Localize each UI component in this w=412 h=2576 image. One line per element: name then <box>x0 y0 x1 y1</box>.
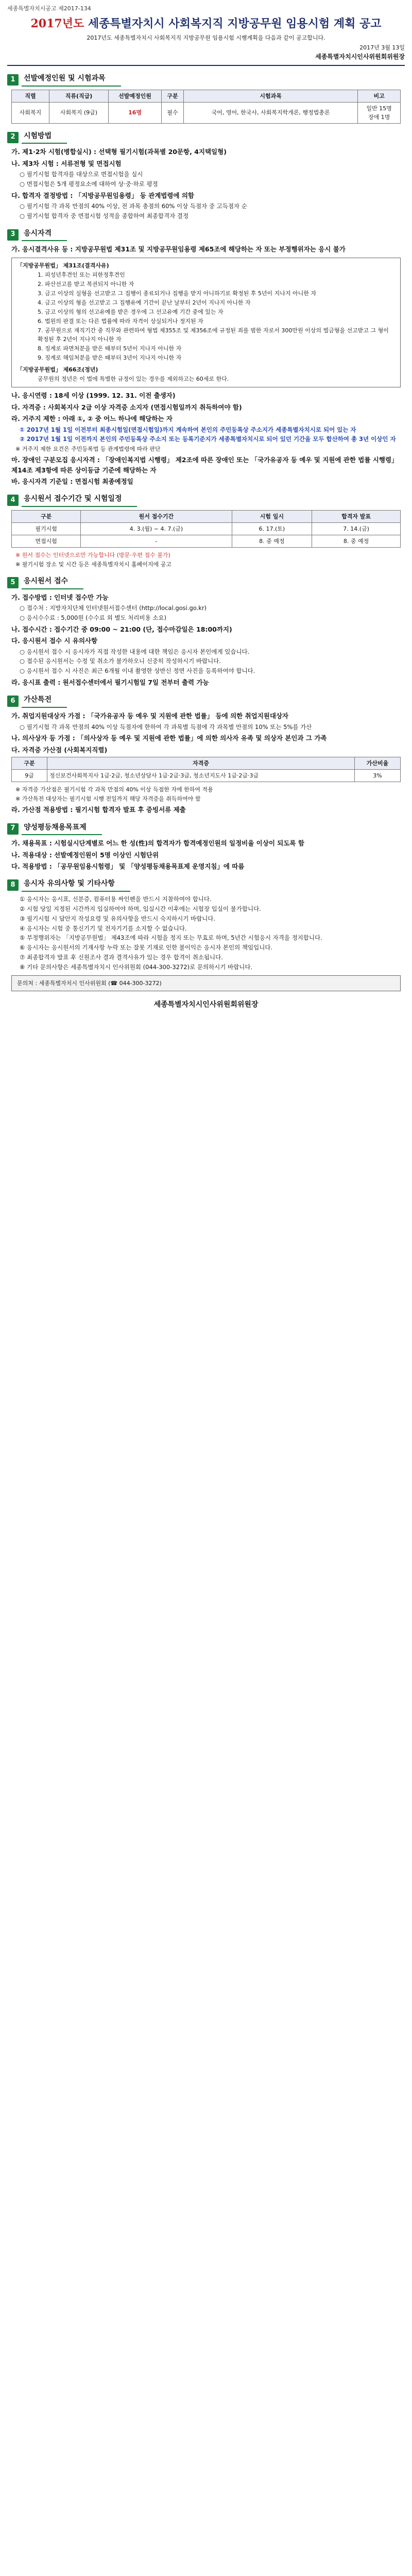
cell: 필기시험 <box>12 523 81 535</box>
th-count: 선발예정인원 <box>109 90 162 102</box>
schedule-note-2: ※ 필기시험 장소 및 시간 등은 세종특별자치시 홈페이지에 공고 <box>15 561 171 568</box>
th-jikryu: 직류(직급) <box>49 90 108 102</box>
section-4-header <box>7 494 405 507</box>
list-item: 5. 금고 이상의 형의 선고유예를 받은 경우에 그 선고유예 기간 중에 있는 자 <box>38 309 224 316</box>
exam-method-1: 가. 제1·2차 시험(병합실시) : 선택형 필기시험(과목별 20문항, 4지택일형) <box>11 148 227 156</box>
cell-gubun: 필수 <box>162 102 184 123</box>
residency-option-1: ① 2017년 1월 1일 이전부터 최종시험일(면접시험일)까지 계속하여 본인의 주민등록상 주소지가 세종특별자치시로 되어 있는 자 <box>20 426 356 433</box>
bonus-1: 가. 취업지원대상자 가점 : 「국가유공자 등 예우 및 지원에 관한 법률」 등에 의한 취업지원대상자 <box>11 712 289 720</box>
section-title: 응시원서 접수 <box>22 576 83 589</box>
exam-method-2b: ○ 면접시험은 5개 평정요소에 대하여 상·중·하로 평정 <box>20 180 158 188</box>
qualification-2: 나. 응시연령 : 18세 이상 (1999. 12. 31. 이전 출생자) <box>11 392 176 400</box>
section-number: 6 <box>7 696 19 707</box>
disqualification-box <box>11 258 401 388</box>
schedule-note-1: ※ 원서 접수는 인터넷으로만 가능합니다 (방문·우편 접수 불가) <box>15 552 170 559</box>
announcement-reference: 세종특별자치시공고 제2017-134 <box>7 5 91 12</box>
cell: 8. 중 예정 <box>312 535 401 548</box>
list-item: 7. 공무원으로 재직기간 중 직무와 관련하여 형법 제355조 및 제356조에 규정된 죄를 범한 자로서 300만원 이상의 벌금형을 선고받고 그 형이 확정된 후 2년이 지나지 아니한 자 <box>38 327 389 343</box>
th-bonus-rate: 가산비율 <box>355 757 401 770</box>
list-item: ① 응시자는 응시표, 신분증, 컴퓨터용 싸인펜을 반드시 지참하여야 합니다. <box>20 895 212 903</box>
page-title <box>7 15 405 32</box>
cell: 8. 중 예정 <box>232 535 312 548</box>
list-item: 3. 금고 이상의 실형을 선고받고 그 집행이 종료되거나 집행을 받지 아니하기로 확정된 후 5년이 지나지 아니한 자 <box>38 290 316 297</box>
box-title: 「지방공무원법」 제31조(결격사유) <box>17 262 109 269</box>
section-title: 양성평등채용목표제 <box>22 822 102 836</box>
certificate-bonus-table <box>11 757 401 782</box>
section-number: 8 <box>7 879 19 891</box>
section-7-header <box>7 822 405 836</box>
application-3c: ○ 응시원서 접수 시 사진은 최근 6개월 이내 촬영한 상반신 정면 사진을 등록하여야 합니다. <box>20 667 255 675</box>
section-title: 선발예정인원 및 시험과목 <box>22 73 121 87</box>
contact-info: 문의처 : 세종특별자치시 인사위원회 (☎ 044-300-3272) <box>17 979 162 987</box>
list-item: 2. 파산선고를 받고 복권되지 아니한 자 <box>38 280 134 287</box>
list-item: ② 시험 당일 지정된 시간까지 입실하여야 하며, 입실시간 이후에는 시험장 입실이 불가합니다. <box>20 905 261 912</box>
announcement-page <box>0 0 412 1019</box>
exam-method-2: 나. 제3차 시험 : 서류전형 및 면접시험 <box>11 159 122 167</box>
cell-jikryu: 사회복지 (9급) <box>49 102 108 123</box>
th-jikryeol: 직렬 <box>12 90 49 102</box>
section-2-header <box>7 131 405 144</box>
section-number: 4 <box>7 495 19 506</box>
section-title: 시험방법 <box>22 131 67 144</box>
list-item: ⑧ 기타 문의사항은 세종특별자치시 인사위원회 (044-300-3272)로 문의하시기 바랍니다. <box>20 963 253 971</box>
section-3-header <box>7 228 405 242</box>
section-number: 3 <box>7 229 19 241</box>
cell: 면접시험 <box>12 535 81 548</box>
application-1: 가. 접수방법 : 인터넷 접수만 가능 <box>11 593 109 601</box>
list-item: ⑥ 응시자는 응시원서의 기재사항 누락 또는 잘못 기재로 인한 불이익은 응시자 본인의 책임입니다. <box>20 944 273 952</box>
application-fee: ○ 응시수수료 : 5,000원 (수수료 외 별도 처리비용 소요) <box>20 614 167 622</box>
bonus-2: 나. 의사상자 등 가점 : 「의사상자 등 예우 및 지원에 관한 법률」에 의한 의사자 유족 및 의상자 본인과 그 가족 <box>11 734 327 742</box>
section-title: 응시원서 접수기간 및 시험일정 <box>22 494 137 507</box>
application-4: 라. 응시표 출력 : 원서접수센터에서 필기시험일 7일 전부터 출력 가능 <box>11 679 209 687</box>
application-link[interactable]: ○ 접수처 : 지방자치단체 인터넷원서접수센터 (http://local.gosi.go.kr) <box>20 604 207 612</box>
th-gubun: 구분 <box>162 90 184 102</box>
bonus-1a: ○ 필기시험 각 과목 만점의 40% 이상 득점자에 한하여 각 과목별 득점에 각 과목별 만점의 10% 또는 5%를 가산 <box>20 723 312 731</box>
lead-text: 2017년도 세종특별자치시 사회복지직 지방공무원 임용시험 시행계획을 다음과 같이 공고합니다. <box>87 35 325 42</box>
qualification-5: 마. 장애인 구분모집 응시자격 : 「장애인복지법 시행령」 제2조에 따른 장애인 또는 「국가유공자 등 예우 및 지원에 관한 법률 시행령」 제14조 제3항에 따른 상이등급 기준에 해당하는 자 <box>11 456 398 474</box>
section-number: 1 <box>7 74 19 86</box>
qualification-4: 라. 거주지 제한 : 아래 ①, ② 중 어느 하나에 해당하는 자 <box>11 415 173 423</box>
list-item: ⑤ 부정행위자는 「지방공무원법」 제43조에 따라 시험을 정지 또는 무효로 하며, 5년간 시험응시 자격을 정지합니다. <box>20 934 322 942</box>
exam-method-3: 다. 합격자 결정방법 : 「지방공무원임용령」 등 관계법령에 의함 <box>11 191 195 199</box>
section-number: 2 <box>7 132 19 143</box>
qualification-1: 가. 응시결격사유 등 : 지방공무원법 제31조 및 지방공무원임용령 제65조에 해당하는 자 또는 부정행위자는 응시 불가 <box>11 245 346 253</box>
application-3: 다. 응시원서 접수 시 유의사항 <box>11 637 98 645</box>
cell-jikryeol: 사회복지 <box>12 102 49 123</box>
contact-box <box>11 975 401 991</box>
exam-method-3a: ○ 필기시험 각 과목 만점의 40% 이상, 전 과목 총점의 60% 이상 득점자 중 고득점자 순 <box>20 202 247 210</box>
th-subjects: 시험과목 <box>183 90 357 102</box>
section-5-header <box>7 576 405 589</box>
application-3a: ○ 응시원서 접수 시 응시자가 직접 작성한 내용에 대한 책임은 응시자 본인에게 있습니다. <box>20 648 250 655</box>
bonus-4: 라. 가산점 적용방법 : 필기시험 합격자 발표 후 증빙서류 제출 <box>11 806 186 814</box>
list-item: 9. 징계로 해임처분을 받은 때부터 3년이 지나지 아니한 자 <box>38 354 182 362</box>
residency-option-2: ② 2017년 1월 1일 이전까지 본인의 주민등록상 주소지 또는 등록기준지가 세종특별자치시로 되어 있던 기간을 모두 합산하여 총 3년 이상인 자 <box>20 435 396 443</box>
th-certificate: 자격증 <box>47 757 355 770</box>
section-8-header <box>7 878 405 892</box>
cell: 7. 14.(금) <box>312 523 401 535</box>
cell: 6. 17.(토) <box>232 523 312 535</box>
list-item: ③ 필기시험 시 답안지 작성요령 및 유의사항을 반드시 숙지하시기 바랍니다. <box>20 914 216 922</box>
schedule-table <box>11 510 401 548</box>
cell: 정신보건사회복지사 1급·2급, 청소년상담사 1급·2급·3급, 청소년지도사 1급·2급·3급 <box>47 770 355 782</box>
recruitment-table <box>11 90 401 124</box>
th-bigo: 비고 <box>358 90 401 102</box>
exam-method-2a: ○ 필기시험 합격자를 대상으로 면접시험을 실시 <box>20 171 143 178</box>
list-item: 공무원의 정년은 이 법에 특별한 규정이 있는 경우를 제외하고는 60세로 한다. <box>38 376 229 383</box>
list-item: 6. 법원의 판결 또는 다른 법률에 따라 자격이 상실되거나 정지된 자 <box>38 318 203 325</box>
cell: 4. 3.(월) ~ 4. 7.(금) <box>81 523 232 535</box>
table-row <box>12 102 401 123</box>
th-exam-date: 시험 일시 <box>232 511 312 523</box>
th-gubun: 구분 <box>12 511 81 523</box>
gender-3: 다. 적용방법 : 「공무원임용시험령」 및 「양성평등채용목표제 운영지침」에 따름 <box>11 862 245 871</box>
section-title: 응시자격 <box>22 228 67 242</box>
cell: - <box>81 535 232 548</box>
list-item: ⑦ 최종합격자 발표 후 신원조사 결과 결격사유가 있는 경우 합격이 취소됩니다. <box>20 954 223 961</box>
footer-organization: 세종특별자치시인사위원회위원장 <box>153 1000 259 1009</box>
cell: 9급 <box>12 770 47 782</box>
cell-count: 16명 <box>109 102 162 123</box>
list-item: ④ 응시자는 시험 중 통신기기 및 전자기기를 소지할 수 없습니다. <box>20 924 187 932</box>
issuing-organization: 세종특별자치시인사위원회위원장 <box>315 53 405 61</box>
list-item: 1. 피성년후견인 또는 피한정후견인 <box>38 271 125 278</box>
cell: 3% <box>355 770 401 782</box>
title-text: 세종특별자치시 사회복지직 지방공무원 임용시험 계획 공고 <box>84 17 382 31</box>
application-2: 나. 접수시간 : 접수기간 중 09:00 ~ 21:00 (단, 접수마감일은 18:00까지) <box>11 625 232 633</box>
list-item: 4. 금고 이상의 형을 선고받고 그 집행유예 기간이 끝난 날부터 2년이 지나지 아니한 자 <box>38 299 251 306</box>
qualification-3: 다. 자격증 : 사회복지사 2급 이상 자격증 소지자 (면접시험일까지 취득하여야 함) <box>11 403 242 411</box>
qualification-6: 바. 응시자격 기준일 : 면접시험 최종예정일 <box>11 477 133 485</box>
bonus-note-2: ※ 가산특전 대상자는 필기시험 시행 전일까지 해당 자격증을 취득하여야 함 <box>15 795 201 803</box>
exam-method-3b: ○ 필기시험 합격자 중 면접시험 성적을 종합하여 최종합격자 결정 <box>20 212 189 219</box>
th-result-date: 합격자 발표 <box>312 511 401 523</box>
table-row <box>12 535 401 548</box>
section-1-header <box>7 73 405 87</box>
section-6-header <box>7 694 405 708</box>
list-item: 8. 징계로 파면처분을 받은 때부터 5년이 지나지 아니한 자 <box>38 345 182 352</box>
cell-subjects: 국어, 영어, 한국사, 사회복지학개론, 행정법총론 <box>183 102 357 123</box>
section-number: 5 <box>7 577 19 588</box>
section-title: 응시자 유의사항 및 기타사항 <box>22 878 130 892</box>
box-title: 「지방공무원법」 제66조(정년) <box>17 366 98 374</box>
gender-1: 가. 채용목표 : 시험실시단계별로 어느 한 성(性)의 합격자가 합격예정인원의 일정비율 이상이 되도록 함 <box>11 839 304 848</box>
th-application-period: 원서 접수기간 <box>81 511 232 523</box>
residency-note: ※ 거주지 제한 요건은 주민등록법 등 관계법령에 따라 판단 <box>15 446 161 453</box>
application-3b: ○ 접수된 응시원서는 수정 및 취소가 불가하오니 신중히 작성하시기 바랍니다. <box>20 657 221 665</box>
gender-2: 나. 적용대상 : 선발예정인원이 5명 이상인 시험단위 <box>11 851 159 859</box>
section-number: 7 <box>7 823 19 835</box>
announcement-date: 2017년 3월 13일 <box>359 44 405 52</box>
title-year: 2017년도 <box>30 17 84 31</box>
bonus-note-1: ※ 자격증 가산점은 필기시험 각 과목 만점의 40% 이상 득점한 자에 한하여 적용 <box>15 786 213 793</box>
th-gubun: 구분 <box>12 757 47 770</box>
table-row <box>12 523 401 535</box>
bonus-3: 다. 자격증 가산점 (사회복지직렬) <box>11 745 108 754</box>
section-title: 가산특전 <box>22 694 67 708</box>
title-divider <box>7 65 405 66</box>
table-row <box>12 770 401 782</box>
cell-bigo: 일반 15명 장애 1명 <box>358 102 401 123</box>
